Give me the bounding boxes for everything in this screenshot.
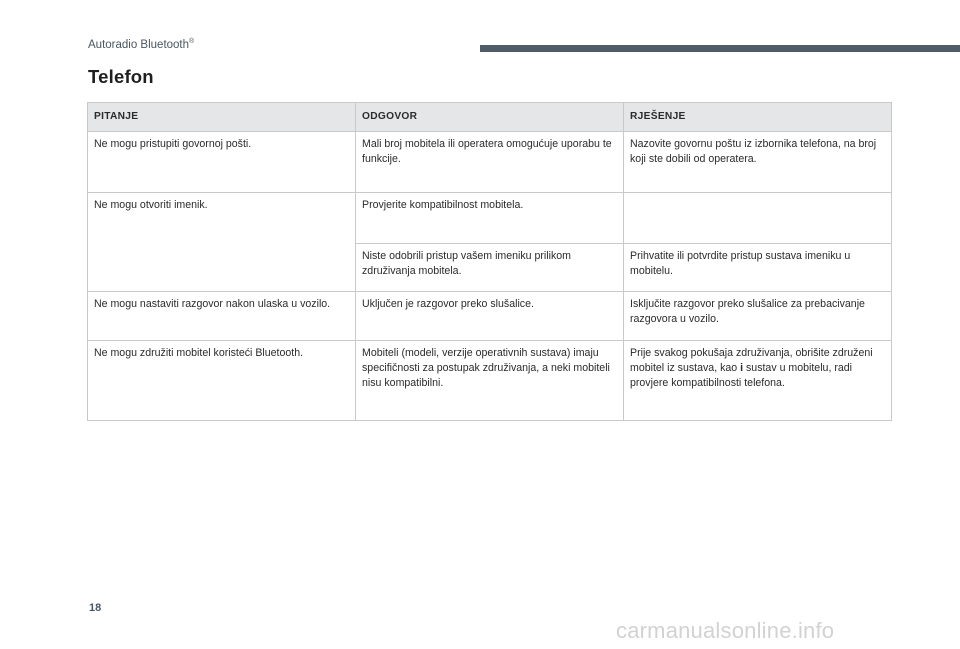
answer-cell: Mali broj mobitela ili operatera omogućuje uporabu te funkcije. (356, 132, 624, 193)
header-bar (480, 45, 960, 52)
table-header-row (88, 103, 892, 132)
solution-text: Prije svakog pokušaja združivanja, obrišite združeni mobitel iz sustava, kao (630, 347, 873, 374)
question-cell: Ne mogu nastaviti razgovor nakon ulaska u vozilo. (88, 292, 356, 341)
solution-cell (624, 341, 892, 421)
question-cell: Ne mogu združiti mobitel koristeći Bluetooth. (88, 341, 356, 421)
table-row (88, 341, 892, 421)
answer-cell: Mobiteli (modeli, verzije operativnih sustava) imaju specifičnosti za postupak združivanja, a neki mobiteli nisu kompatibilni. (356, 341, 624, 421)
answer-cell: Uključen je razgovor preko slušalice. (356, 292, 624, 341)
answer-cell: Niste odobrili pristup vašem imeniku prilikom združivanja mobitela. (356, 244, 624, 292)
page-number: 18 (89, 602, 102, 614)
watermark-text: carmanualsonline.info (616, 618, 835, 643)
faq-table (87, 102, 892, 421)
page-title: Telefon (88, 66, 154, 87)
solution-text: sustav u mobitelu, radi provjere kompatibilnosti telefona. (630, 362, 852, 389)
solution-cell: Nazovite govornu poštu iz izbornika telefona, na broj koji ste dobili od operatera. (624, 132, 892, 193)
header-title: Autoradio Bluetooth (88, 38, 190, 51)
manual-section-header (88, 38, 194, 51)
column-header-answer: ODGOVOR (356, 103, 624, 132)
question-cell: Ne mogu pristupiti govornoj pošti. (88, 132, 356, 193)
table-row (88, 292, 892, 341)
solution-cell: Prihvatite ili potvrdite pristup sustava imeniku u mobitelu. (624, 244, 892, 292)
registered-mark: ® (189, 38, 195, 45)
solution-cell (624, 193, 892, 244)
table-row (88, 193, 892, 244)
question-cell: Ne mogu otvoriti imenik. (88, 193, 356, 292)
column-header-solution: RJEŠENJE (624, 103, 892, 132)
column-header-question: PITANJE (88, 103, 356, 132)
solution-emphasis: i (740, 362, 744, 374)
table-row (88, 132, 892, 193)
solution-cell: Isključite razgovor preko slušalice za prebacivanje razgovora u vozilo. (624, 292, 892, 341)
answer-cell: Provjerite kompatibilnost mobitela. (356, 193, 624, 244)
